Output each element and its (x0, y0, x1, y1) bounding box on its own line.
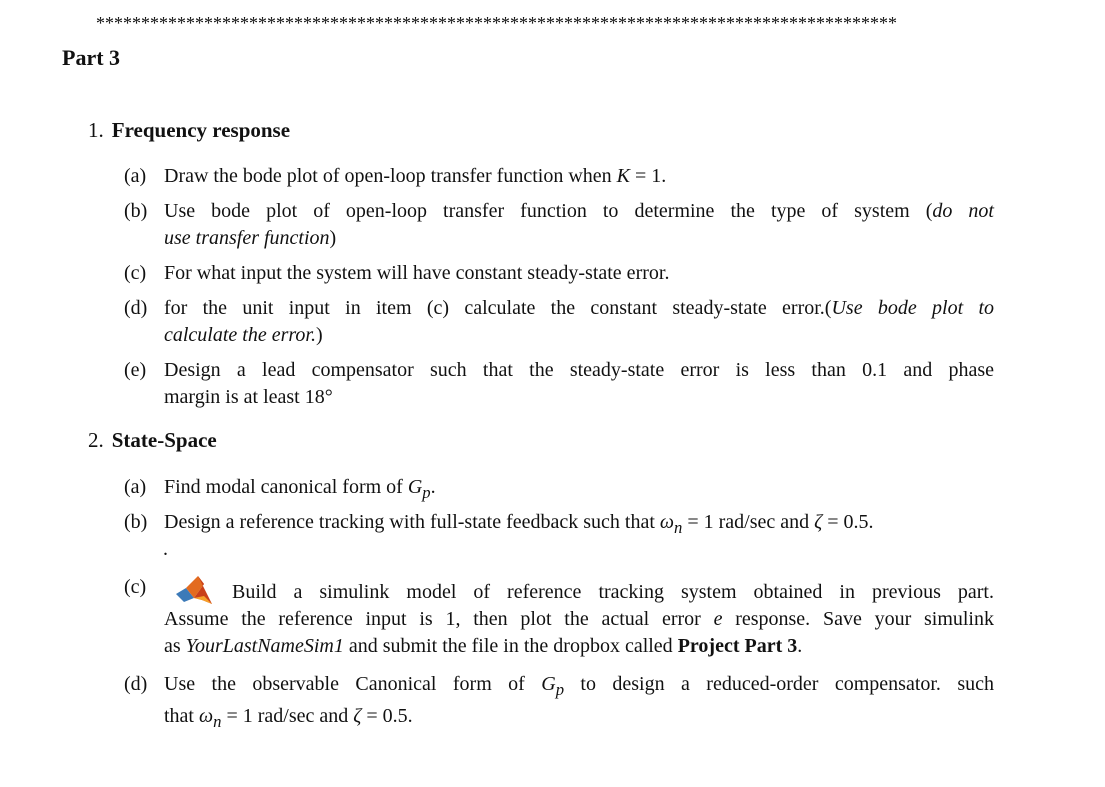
item-text: = 0.5. (361, 705, 413, 727)
item-2c (124, 574, 994, 660)
item-label: (d) (124, 673, 148, 695)
item-label: (a) (124, 165, 147, 187)
item-label: (c) (124, 576, 147, 598)
item-text: . (430, 476, 436, 498)
math-var: G (407, 476, 423, 498)
item-text: ) (329, 227, 337, 249)
item-text: to design a reduced-order compensator. such (564, 673, 994, 695)
section-heading: State-Space (111, 428, 217, 452)
item-1a (124, 163, 994, 190)
section-number: 2. (88, 428, 104, 452)
item-text: for the unit input in item (c) calculate the constant steady-state error.( (164, 297, 832, 319)
section-1-title (88, 118, 290, 143)
separator-stars: ***************************************************************************************** (96, 14, 897, 32)
item-italic: Use bode plot to (831, 297, 994, 319)
item-text: as (164, 635, 186, 657)
item-2b (124, 509, 994, 541)
item-text: Design a reference tracking with full-state feedback such that (164, 511, 660, 533)
item-label: (a) (124, 476, 147, 498)
math-sub: p (422, 483, 431, 502)
item-2d (124, 671, 994, 735)
item-1e (124, 357, 994, 411)
math-var: ζ (353, 705, 362, 727)
item-text: margin is at least 18° (164, 386, 333, 408)
item-label: (b) (124, 200, 148, 222)
item-text: response. Save your simulink (722, 608, 994, 630)
item-text: = 0.5. (822, 511, 874, 533)
math-var: ω (199, 705, 214, 727)
math-var: ζ (814, 511, 823, 533)
item-text: . (797, 635, 803, 657)
section-heading: Frequency response (111, 118, 291, 142)
math-sub: n (674, 518, 683, 537)
math-var: K (616, 165, 630, 187)
item-italic: calculate the error. (164, 324, 317, 346)
section-number: 1. (88, 118, 104, 142)
matlab-logo-icon (174, 574, 214, 606)
item-label: (d) (124, 297, 148, 319)
math-var: G (541, 673, 556, 695)
item-text: = 1 rad/sec and (221, 705, 354, 727)
math-var: ω (659, 511, 675, 533)
item-text: For what input the system will have constant steady-state error. (164, 262, 670, 284)
stray-dot: . (163, 538, 168, 560)
item-text: Design a lead compensator such that the steady-state error is less than 0.1 and phase (164, 359, 994, 381)
item-bold: Project Part 3 (677, 635, 798, 657)
item-label: (c) (124, 262, 147, 284)
item-text: Use bode plot of open-loop transfer function to determine the type of system ( (164, 200, 933, 222)
math-sub: n (213, 712, 222, 731)
math-sub: p (555, 680, 565, 699)
item-text: ) (316, 324, 323, 346)
item-italic: use transfer function (164, 227, 330, 249)
item-1d (124, 295, 994, 349)
item-text: that (164, 705, 199, 727)
item-text: = 1 rad/sec and (682, 511, 815, 533)
item-italic: YourLastNameSim1 (185, 635, 344, 657)
item-label: (e) (124, 359, 147, 381)
item-label: (b) (124, 511, 148, 533)
item-1c (124, 260, 994, 287)
item-text: and submit the file in the dropbox called (343, 635, 678, 657)
item-text: = 1. (630, 165, 667, 187)
section-2-title (88, 428, 217, 453)
item-text: Use the observable Canonical form of (164, 673, 542, 695)
item-text: Build a simulink model of reference tracking system obtained in previous part. (232, 581, 994, 603)
item-2a (124, 474, 994, 506)
part-title: Part 3 (62, 45, 121, 70)
item-text: Assume the reference input is 1, then plot the actual error (164, 608, 714, 630)
item-text: Find modal canonical form of (164, 476, 408, 498)
item-1b (124, 198, 994, 252)
math-var: e (713, 608, 723, 630)
item-text: Draw the bode plot of open-loop transfer function when (164, 165, 617, 187)
item-italic: do not (932, 200, 994, 222)
